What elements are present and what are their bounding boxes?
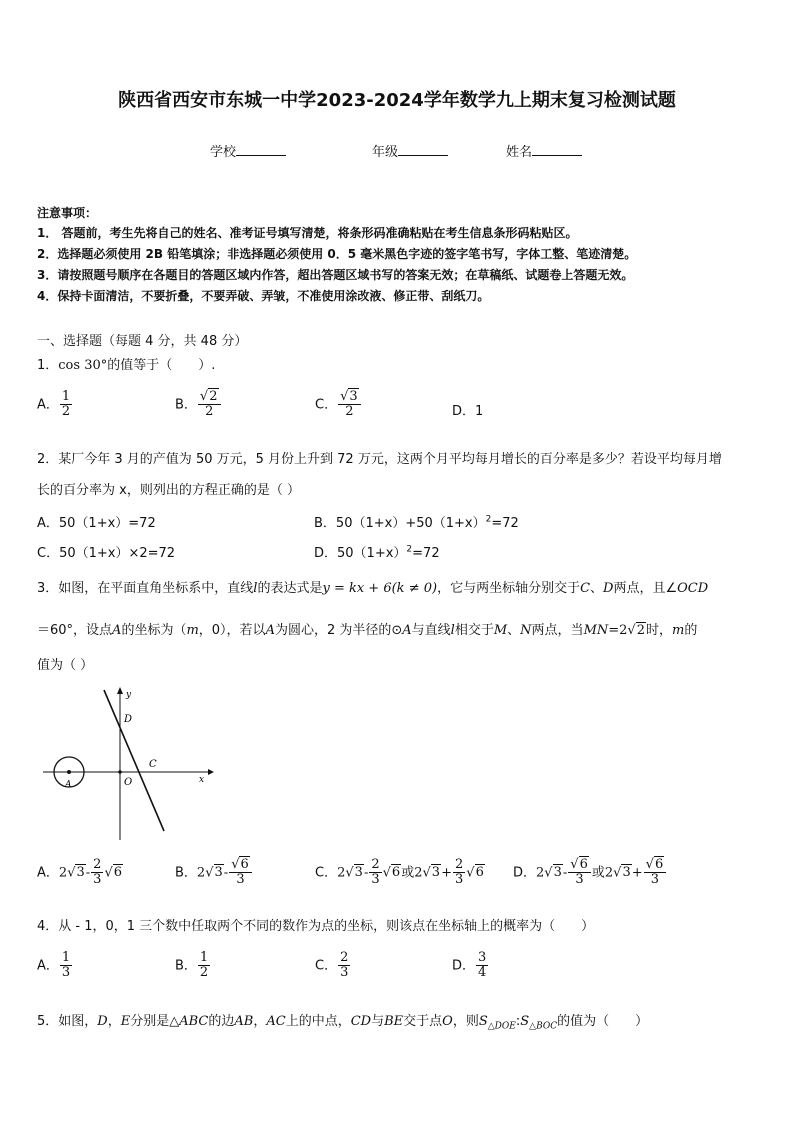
q2-option-b[interactable]: B．$50(1+x)+50(1+x)^2=72$ [314, 514, 519, 531]
q4-option-a[interactable]: A． $\frac{1}{3}$ [37, 950, 71, 981]
q1-option-d[interactable]: D．1 [452, 404, 484, 419]
note-item: 1． 答题前，考生先将自己的姓名、准考证号填写清楚，将条形码准确粘贴在考生信息条形码粘贴区。 [37, 226, 578, 240]
point-o [118, 770, 122, 774]
school-label: 学校 [210, 145, 237, 160]
q4-option-c[interactable]: C． $\frac{2}{3}$ [315, 950, 349, 981]
q2-option-d[interactable]: D．$50(1+x)^2=72$ [314, 544, 440, 561]
label-d: D [124, 714, 133, 725]
note-item: 3．请按照题号顺序在各题目的答题区域内作答，超出答题区域书写的答案无效；在草稿纸、试题卷上答题无效。 [37, 268, 634, 282]
label-o: O [124, 777, 133, 788]
school-field [210, 141, 286, 160]
section-heading: 一、选择题（每题 4 分，共 48 分） [37, 334, 248, 349]
question-2-line-2: 长的百分率为 x，则列出的方程正确的是（ ） [37, 483, 300, 498]
grade-label: 年级 [372, 145, 399, 160]
name-label: 姓名 [506, 145, 533, 160]
q3-option-b[interactable]: B．2√3- $\frac{√6}{3}$ [175, 858, 253, 888]
q3-option-a[interactable]: A．2√3- $\frac{2}{3}$ √6 [37, 857, 123, 888]
question-3-line-3: 值为（ ） [37, 658, 94, 673]
q1-option-c[interactable]: C． $\frac{√3}{2}$ [315, 390, 362, 420]
label-a: A [65, 780, 72, 790]
question-2-line-1: 2．某厂今年 3 月的产值为 50 万元，5 月份上升到 72 万元，这两个月平均每月增长的百分率是多少？若设平均每月增 [37, 452, 722, 467]
page-title: 陕西省西安市东城一中学2023-2024学年数学九上期末复习检测试题 [118, 90, 676, 111]
label-c: C [149, 759, 157, 770]
question-4: 4．从 - 1，0，1 三个数中任取两个不同的数作为点的坐标，则该点在坐标轴上的概率为（ ） [37, 919, 595, 934]
q2-option-a[interactable]: A．50（1+x）=72 [37, 516, 156, 531]
name-blank [532, 143, 582, 156]
question-5: 5．如图，D，E分别是△ABC的边AB，AC上的中点，CD与BE交于点O，则$S_{\triangle DOE}:S_{\triangle BOC}$的值为（ ） [37, 1014, 649, 1032]
name-field [506, 141, 582, 160]
coordinate-figure [38, 685, 218, 845]
q1-option-a[interactable]: A． $\frac{1}{2}$ [37, 389, 71, 420]
q4-option-b[interactable]: B． $\frac{1}{2}$ [175, 950, 209, 981]
label-x: x [199, 775, 205, 785]
y-axis-arrow [117, 687, 123, 694]
cos-expression: cos 30° [58, 358, 108, 373]
school-blank [236, 143, 286, 156]
q4-option-d[interactable]: D． $\frac{3}{4}$ [452, 950, 487, 981]
q3-option-c[interactable]: C．2√3- $\frac{2}{3}$ √6或2√3+ $\frac{2}{3}$ √6 [315, 857, 484, 888]
grade-blank [398, 143, 448, 156]
question-3-line-1: 3．如图，在平面直角坐标系中，直线l的表达式是y = kx + 6(k ≠ 0)，它与两坐标轴分别交于C、D两点，且∠OCD [37, 581, 709, 596]
grade-field [372, 141, 448, 160]
question-1: 1．cos 30°的值等于（ ）. [37, 358, 216, 373]
question-3-line-2: ＝60°，设点A的坐标为（m，0），若以A为圆心，2 为半径的⊙A与直线l相交于M、N两点，当MN=2√2时，m的 [37, 623, 698, 638]
label-y: y [126, 690, 132, 700]
q2-option-c[interactable]: C．50（1+x）×2=72 [37, 546, 176, 561]
note-item: 4．保持卡面清洁，不要折叠，不要弄破、弄皱，不准使用涂改液、修正带、刮纸刀。 [37, 289, 490, 303]
x-axis-arrow [208, 769, 214, 775]
note-item: 2．选择题必须使用 2B 铅笔填涂；非选择题必须使用 0．5 毫米黑色字迹的签字笔书写，字体工整、笔迹清楚。 [37, 247, 637, 261]
q1-option-b[interactable]: B． $\frac{√2}{2}$ [175, 390, 222, 420]
notes-heading: 注意事项： [37, 206, 98, 220]
q3-option-d[interactable]: D．2√3- $\frac{√6}{3}$ 或2√3+ $\frac{√6}{3}$ [513, 858, 667, 888]
point-a [67, 770, 71, 774]
